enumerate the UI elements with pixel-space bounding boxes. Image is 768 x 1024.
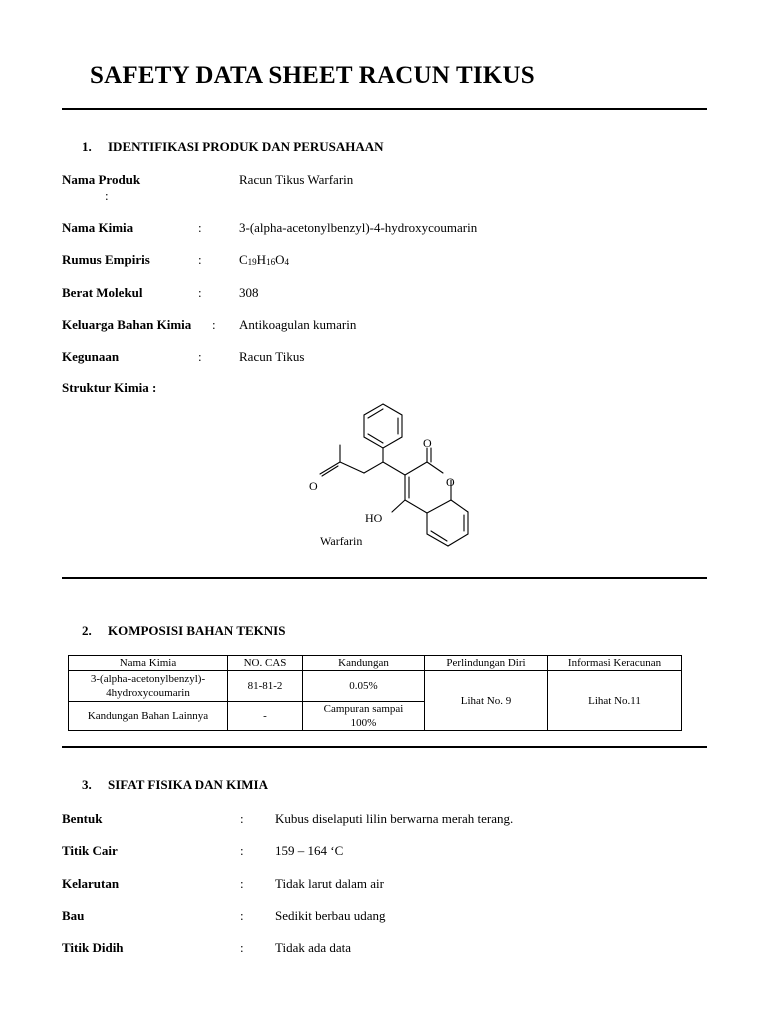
table-cell-nama-kimia: Kandungan Bahan Lainnya [69,702,228,731]
label-struktur-kimia: Struktur Kimia : [62,380,157,395]
structure-caption: Warfarin [320,534,363,548]
section-heading-komposisi [82,623,285,639]
colon: : [240,811,244,826]
atom-oxygen: O [446,475,455,489]
table-header: Kandungan [303,656,425,671]
page-title: SAFETY DATA SHEET RACUN TIKUS [90,62,535,89]
table-header: Nama Kimia [69,656,228,671]
colon: : [198,252,202,267]
colon: : [198,349,202,364]
table-header: Informasi Keracunan [548,656,682,671]
label-kelarutan: Kelarutan [62,876,120,891]
colon: : [105,188,109,203]
colon: : [240,843,244,858]
label-kegunaan: Kegunaan [62,349,120,364]
colon: : [198,285,202,300]
value-rumus-empiris: $C_{19}H_{16}O_4$ [239,252,289,267]
table-header-row [69,656,682,671]
value-berat-molekul: 308 [239,285,259,300]
value-titik-didih: Tidak ada data [275,940,352,955]
colon: : [212,317,216,332]
label-nama-produk: Nama Produk [62,172,141,187]
section-title: IDENTIFIKASI PRODUK DAN PERUSAHAAN [108,139,384,154]
value-keluarga-bahan-kimia: Antikoagulan kumarin [239,317,357,332]
label-nama-kimia: Nama Kimia [62,220,134,235]
value-nama-produk: Racun Tikus Warfarin [239,172,354,187]
section-heading-sifat [82,777,268,793]
table-cell-cas: - [228,702,303,731]
label-bau: Bau [62,908,85,923]
label-titik-cair: Titik Cair [62,843,118,858]
warfarin-structure-diagram [300,400,480,552]
table-cell-perlindungan: Lihat No. 9 [425,671,548,731]
colon: : [240,908,244,923]
value-kelarutan: Tidak larut dalam air [275,876,384,891]
divider [62,577,707,579]
phenyl-ring [364,404,402,448]
value-titik-cair: 159 – 164 ‘C [275,843,344,858]
section-title: KOMPOSISI BAHAN TEKNIS [108,623,286,638]
table-cell-cas: 81-81-2 [228,671,303,702]
atom-hydroxyl: HO [365,511,383,525]
table-cell-nama-kimia: 3-(alpha-acetonylbenzyl)- 4hydroxycoumarin [69,671,228,702]
colon: : [240,940,244,955]
atom-oxygen: O [309,479,318,493]
section-number: 3. [82,777,92,792]
label-berat-molekul: Berat Molekul [62,285,143,300]
table-header: NO. CAS [228,656,303,671]
table-cell-kandungan: Campuran sampai 100% [303,702,425,731]
label-rumus-empiris: Rumus Empiris [62,252,150,267]
table-cell-kandungan: 0.05% [303,671,425,702]
value-nama-kimia: 3-(alpha-acetonylbenzyl)-4-hydroxycoumarin [239,220,478,235]
table-cell-informasi: Lihat No.11 [548,671,682,731]
atom-oxygen: O [423,436,432,450]
label-bentuk: Bentuk [62,811,103,826]
section-heading-identifikasi [82,139,384,155]
label-keluarga-bahan-kimia: Keluarga Bahan Kimia [62,317,192,332]
section-title: SIFAT FISIKA DAN KIMIA [108,777,268,792]
colon: : [240,876,244,891]
value-bau: Sedikit berbau udang [275,908,386,923]
value-bentuk: Kubus diselaputi lilin berwarna merah terang. [275,811,514,826]
colon: : [198,220,202,235]
divider [62,746,707,748]
section-number: 1. [82,139,92,154]
value-kegunaan: Racun Tikus [239,349,305,364]
label-titik-didih: Titik Didih [62,940,124,955]
section-number: 2. [82,623,92,638]
divider [62,108,707,110]
composition-table [68,655,682,731]
table-row [69,671,682,702]
table-header: Perlindungan Diri [425,656,548,671]
